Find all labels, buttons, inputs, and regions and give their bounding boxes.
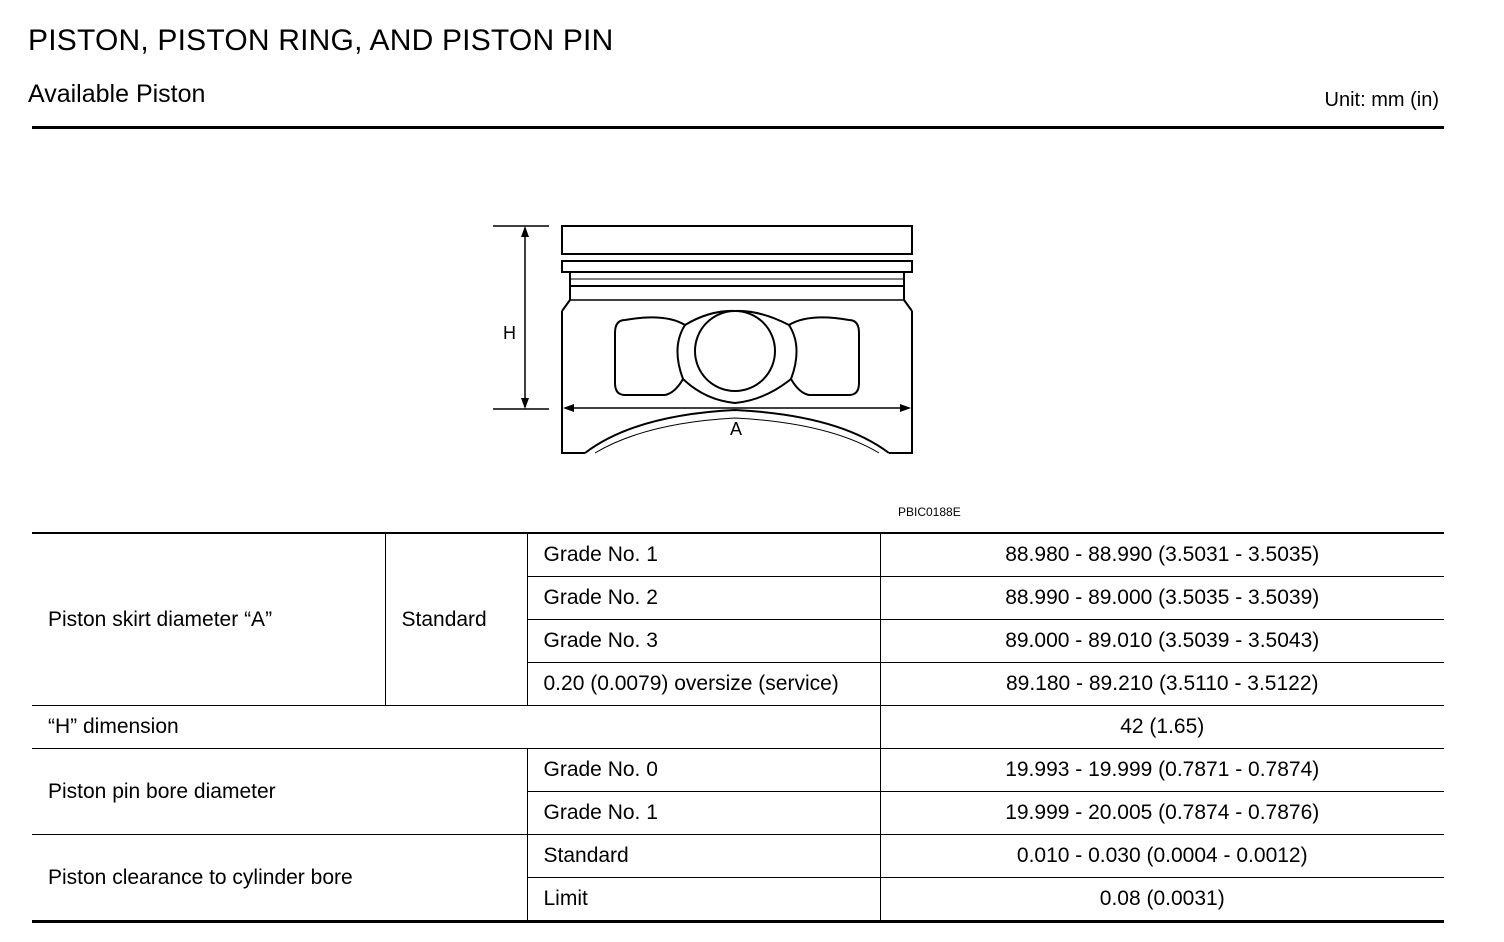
- table-row: [32, 749, 1444, 792]
- value-cell: 88.980 - 88.990 (3.5031 - 3.5035): [880, 533, 1444, 577]
- value-cell: 0.010 - 0.030 (0.0004 - 0.0012): [880, 835, 1444, 878]
- item-clearance: Piston clearance to cylinder bore: [32, 835, 527, 922]
- condition-cell: Limit: [527, 878, 880, 922]
- item-h-dimension: “H” dimension: [32, 706, 880, 749]
- unit-label: Unit: mm (in): [1324, 89, 1439, 111]
- piston-ring-groove: [562, 261, 912, 272]
- condition-cell: Grade No. 1: [527, 792, 880, 835]
- item-pin-bore: Piston pin bore diameter: [32, 749, 527, 835]
- value-cell: 42 (1.65): [880, 706, 1444, 749]
- piston-diagram: [485, 215, 925, 465]
- table-row: [32, 706, 1444, 749]
- label-a: A: [730, 419, 743, 439]
- spec-table: [32, 532, 1444, 923]
- label-h: H: [503, 323, 516, 343]
- value-cell: 89.000 - 89.010 (3.5039 - 3.5043): [880, 620, 1444, 663]
- value-cell: 0.08 (0.0031): [880, 878, 1444, 922]
- condition-cell: Grade No. 2: [527, 577, 880, 620]
- item-piston-skirt: Piston skirt diameter “A”: [32, 533, 385, 706]
- header-rule: [32, 126, 1444, 129]
- value-cell: 19.993 - 19.999 (0.7871 - 0.7874): [880, 749, 1444, 792]
- section-subtitle: Available Piston: [28, 80, 206, 108]
- value-cell: 19.999 - 20.005 (0.7874 - 0.7876): [880, 792, 1444, 835]
- condition-cell: Standard: [527, 835, 880, 878]
- condition-cell: Grade No. 3: [527, 620, 880, 663]
- piston-top-land: [562, 226, 912, 254]
- condition-cell: Grade No. 0: [527, 749, 880, 792]
- figure-id: PBIC0188E: [898, 505, 961, 519]
- piston-skirt-left: [562, 311, 585, 453]
- category-standard: Standard: [385, 533, 527, 706]
- condition-cell: Grade No. 1: [527, 533, 880, 577]
- table-row: [32, 533, 1444, 577]
- page-title: PISTON, PISTON RING, AND PISTON PIN: [28, 24, 614, 57]
- value-cell: 88.990 - 89.000 (3.5035 - 3.5039): [880, 577, 1444, 620]
- table-row: [32, 835, 1444, 878]
- value-cell: 89.180 - 89.210 (3.5110 - 3.5122): [880, 663, 1444, 706]
- piston-skirt-right: [889, 311, 912, 453]
- condition-cell: 0.20 (0.0079) oversize (service): [527, 663, 880, 706]
